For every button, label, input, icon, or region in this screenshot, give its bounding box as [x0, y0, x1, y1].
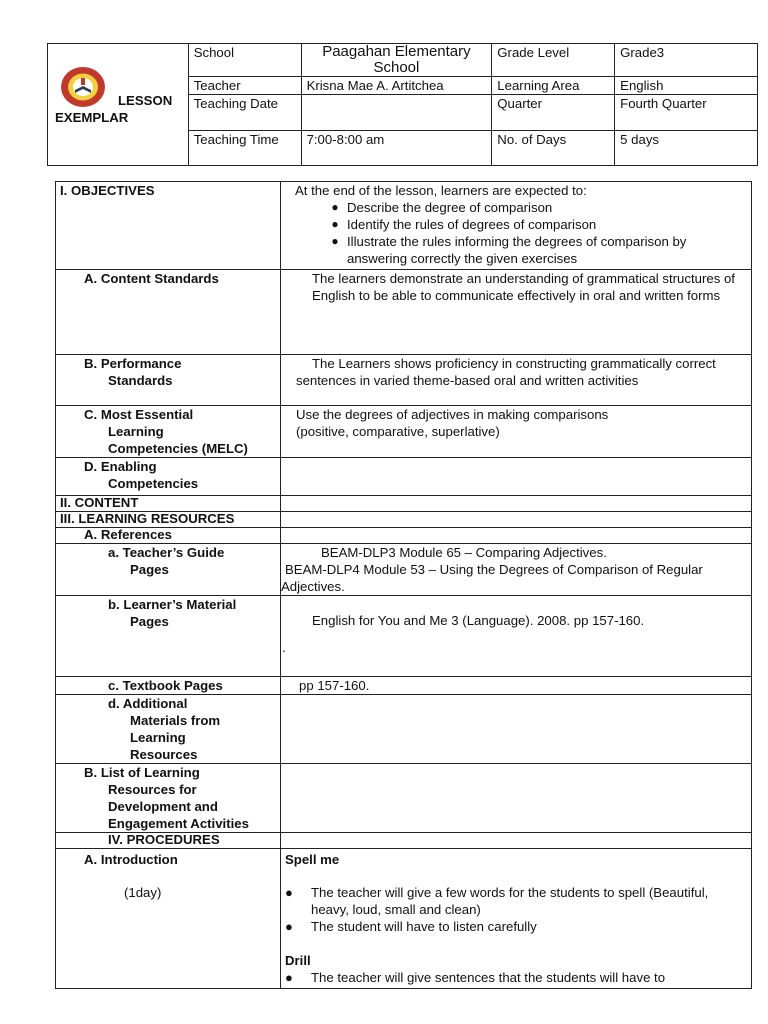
introduction-label-cell	[56, 849, 281, 989]
school-label: School	[188, 44, 301, 77]
introduction-days: (1day)	[124, 885, 162, 900]
procedures-row	[56, 833, 752, 849]
procedures-label: IV. PROCEDURES	[56, 833, 281, 849]
teachers-guide-label: a. Teacher’s Guide Pages	[56, 544, 281, 596]
days-value: 5 days	[615, 131, 758, 166]
objective-item: ● Describe the degree of comparison	[323, 199, 747, 216]
list-resources-label: B. List of Learning Resources for Development and Engagement Activities	[56, 764, 281, 833]
spell-me-title: Spell me	[285, 852, 340, 867]
performance-standards-text: The Learners shows proficiency in constructing grammatically correct sentences in varied theme-based oral and written activities	[281, 355, 752, 406]
introduction-content	[281, 849, 752, 989]
textbook-text: pp 157-160.	[281, 677, 752, 695]
teachers-guide-row	[56, 544, 752, 596]
content-standards-text: The learners demonstrate an understanding of grammatical structures of English to be able to communicate effectively in oral and written forms	[281, 270, 752, 355]
additional-materials-text	[281, 695, 752, 764]
enabling-text	[281, 458, 752, 496]
melc-label: C. Most Essential Learning Competencies (MELC)	[56, 406, 281, 458]
content-standards-label: A. Content Standards	[56, 270, 281, 355]
learning-resources-text	[281, 512, 752, 528]
area-label: Learning Area	[492, 77, 615, 95]
content-text	[281, 496, 752, 512]
objective-item: ● Identify the rules of degrees of comparison	[323, 216, 747, 233]
teacher-value: Krisna Mae A. Artitchea	[301, 77, 492, 95]
introduction-row	[56, 849, 752, 989]
content-standards-row	[56, 270, 752, 355]
learners-material-text: English for You and Me 3 (Language). 2008. pp 157-160. .	[281, 596, 752, 677]
school-seal-icon	[59, 66, 107, 108]
references-label: A. References	[56, 528, 281, 544]
melc-row	[56, 406, 752, 458]
list-resources-row	[56, 764, 752, 833]
objectives-label: I. OBJECTIVES	[56, 182, 281, 270]
objectives-cell	[281, 182, 752, 270]
teachers-guide-text: BEAM-DLP3 Module 65 – Comparing Adjectives. BEAM-DLP4 Module 53 – Using the Degrees of Comparison of Regular Adjectives.	[281, 544, 752, 596]
spell-item: ● The teacher will give a few words for the students to spell (Beautiful, heavy, loud, small and clean)	[285, 885, 709, 917]
references-text	[281, 528, 752, 544]
bullet-icon: ●	[285, 970, 293, 985]
quarter-value: Fourth Quarter	[615, 95, 758, 131]
days-label: No. of Days	[492, 131, 615, 166]
lesson-title: LESSON	[118, 93, 173, 108]
bullet-icon: ●	[285, 919, 293, 934]
time-value: 7:00-8:00 am	[301, 131, 492, 166]
textbook-row	[56, 677, 752, 695]
drill-item: ● The teacher will give sentences that the students will have to	[285, 970, 666, 985]
objectives-row	[56, 182, 752, 270]
learners-material-row	[56, 596, 752, 677]
lesson-plan-table	[55, 181, 752, 989]
procedures-text	[281, 833, 752, 849]
bullet-icon: ●	[331, 217, 339, 231]
content-label: II. CONTENT	[56, 496, 281, 512]
bullet-icon: ●	[285, 885, 293, 900]
performance-standards-row	[56, 355, 752, 406]
performance-standards-label: B. Performance Standards	[56, 355, 281, 406]
exemplar-title: EXEMPLAR	[55, 110, 129, 125]
additional-materials-label: d. Additional Materials from Learning Resources	[56, 695, 281, 764]
quarter-label: Quarter	[492, 95, 615, 131]
additional-materials-row	[56, 695, 752, 764]
grade-value: Grade3	[615, 44, 758, 77]
drill-title: Drill	[285, 953, 311, 968]
date-value	[301, 95, 492, 131]
objectives-intro: At the end of the lesson, learners are expected to:	[295, 183, 587, 198]
area-value: English	[615, 77, 758, 95]
melc-text: Use the degrees of adjectives in making comparisons (positive, comparative, superlative)	[281, 406, 752, 458]
learning-resources-row	[56, 512, 752, 528]
learning-resources-label: III. LEARNING RESOURCES	[56, 512, 281, 528]
grade-label: Grade Level	[492, 44, 615, 77]
bullet-icon: ●	[331, 234, 339, 248]
enabling-row	[56, 458, 752, 496]
lesson-exemplar-cell	[48, 44, 189, 166]
spell-item: ● The student will have to listen carefully	[285, 919, 537, 934]
enabling-label: D. Enabling Competencies	[56, 458, 281, 496]
references-row	[56, 528, 752, 544]
date-label: Teaching Date	[188, 95, 301, 131]
learners-material-label: b. Learner’s Material Pages	[56, 596, 281, 677]
content-row	[56, 496, 752, 512]
teacher-label: Teacher	[188, 77, 301, 95]
bullet-icon: ●	[331, 200, 339, 214]
time-label: Teaching Time	[188, 131, 301, 166]
objective-item: ● Illustrate the rules informing the degrees of comparison by answering correctly the given exercises	[323, 233, 747, 267]
school-value: Paagahan Elementary School	[301, 44, 492, 77]
header-table	[47, 43, 758, 166]
textbook-label: c. Textbook Pages	[56, 677, 281, 695]
list-resources-text	[281, 764, 752, 833]
introduction-label: A. Introduction	[84, 852, 178, 867]
